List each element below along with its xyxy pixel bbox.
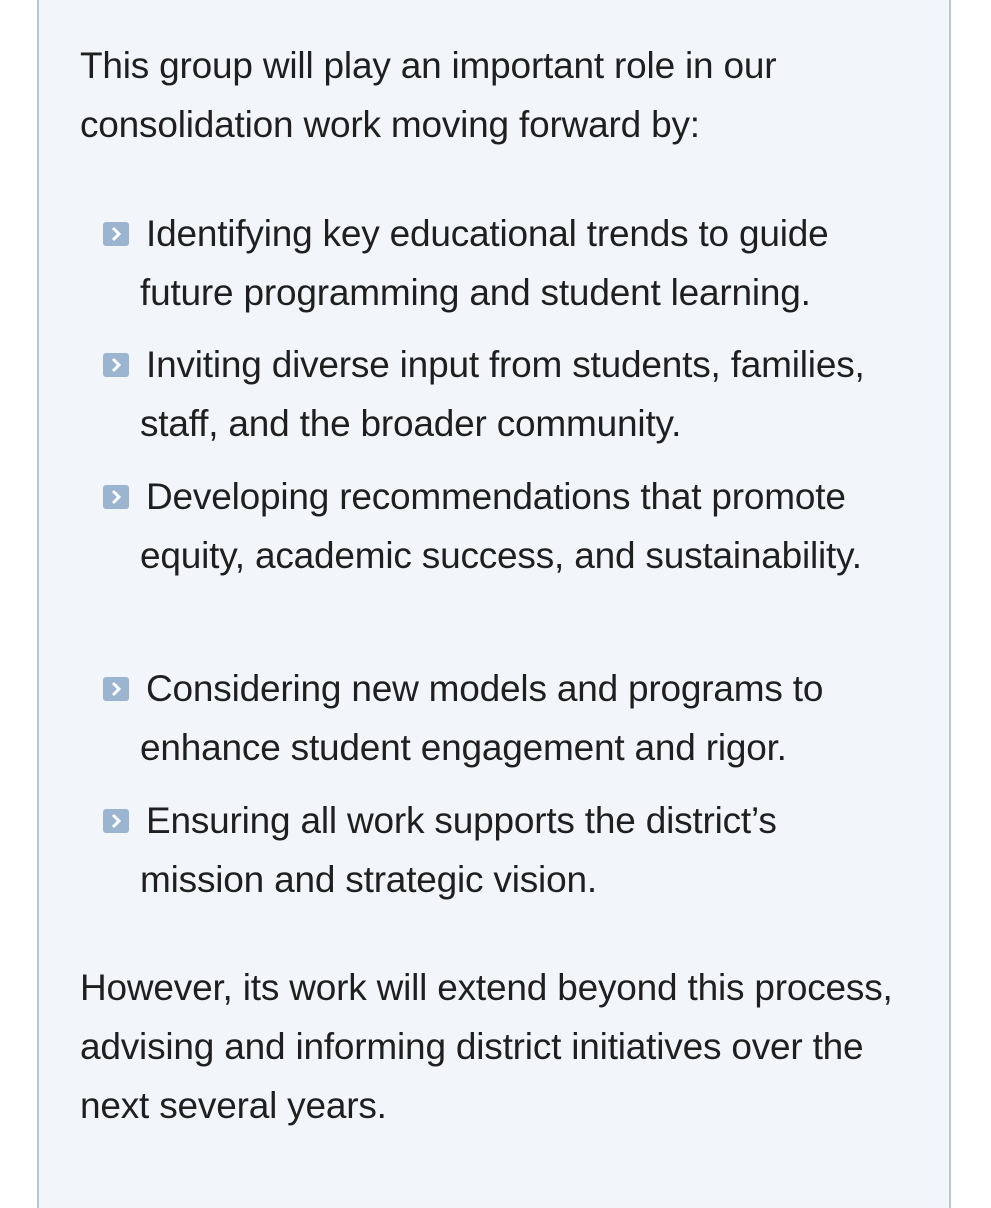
- list-item-text: Considering new models and programs to enhance student engagement and rigor.: [140, 668, 824, 768]
- list-item-text: Identifying key educational trends to guide future programming and student learning.: [140, 213, 829, 313]
- chevron-right-square-icon: [103, 809, 129, 833]
- chevron-right-square-icon: [103, 677, 129, 701]
- list-item-text: Developing recommendations that promote equity, academic success, and sustainability.: [140, 476, 862, 576]
- list-item-text: Inviting diverse input from students, families, staff, and the broader community.: [140, 344, 865, 444]
- list-item-text: Ensuring all work supports the district’s mission and strategic vision.: [140, 800, 777, 900]
- outro-paragraph: However, its work will extend beyond this process, advising and informing district initiatives over the next several years.: [80, 967, 893, 1126]
- chevron-right-square-icon: [103, 222, 129, 246]
- chevron-right-square-icon: [103, 485, 129, 509]
- content-panel: [37, 0, 951, 1208]
- intro-paragraph: This group will play an important role in our consolidation work moving forward by:: [80, 45, 777, 145]
- chevron-right-square-icon: [103, 353, 129, 377]
